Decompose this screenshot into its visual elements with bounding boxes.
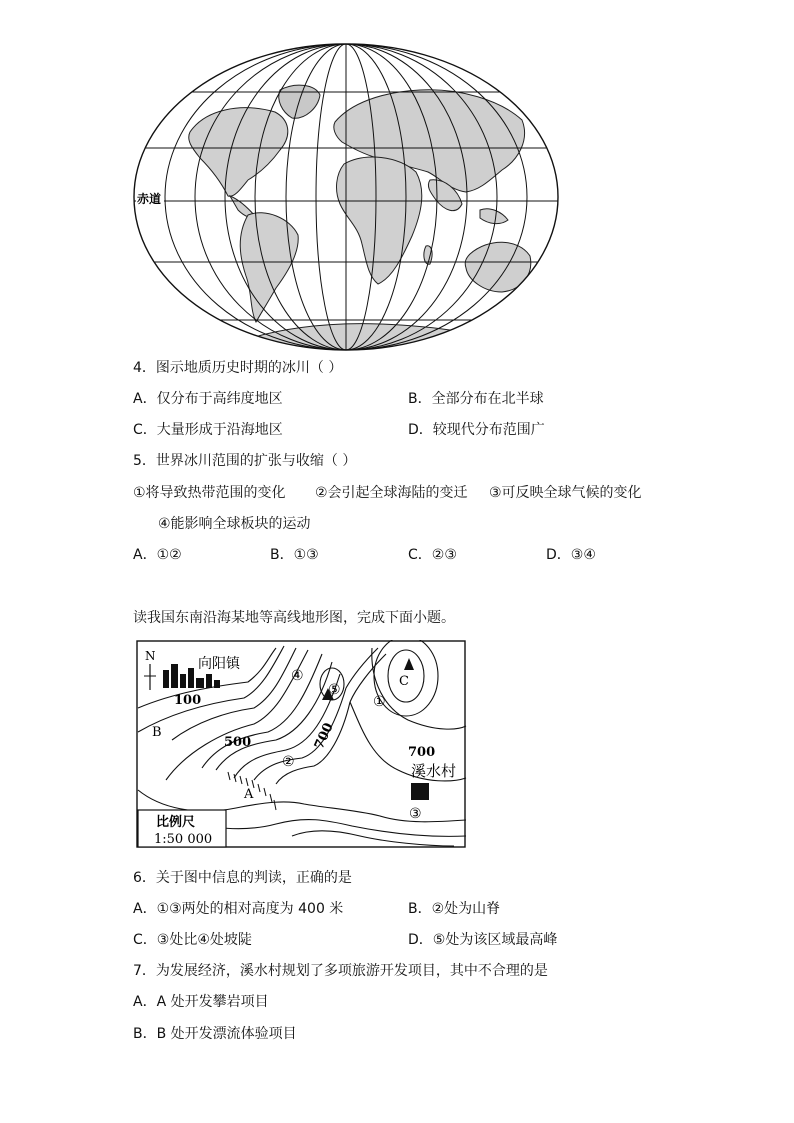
equator-label: 赤道 xyxy=(137,192,162,206)
meridians xyxy=(165,44,527,350)
q5-statement-1: ①将导致热带范围的变化 xyxy=(133,485,286,501)
q5-option-a: A．①② xyxy=(133,547,182,563)
q6-option-b: B．②处为山脊 xyxy=(408,901,501,917)
q6-option-d: D．⑤处为该区域最高峰 xyxy=(408,932,558,948)
q4-option-d: D．较现代分布范围广 xyxy=(408,422,545,438)
world-glacier-map xyxy=(130,40,562,354)
q4-option-a: A．仅分布于高纬度地区 xyxy=(133,391,283,407)
contour-label-700-ridge: 700 xyxy=(311,720,337,752)
q5-stem: 5．世界冰川范围的扩张与收缩（ ） xyxy=(133,453,357,469)
q5-statement-3: ③可反映全球气候的变化 xyxy=(489,485,642,501)
q5-option-c: C．②③ xyxy=(408,547,457,563)
contour-map xyxy=(136,640,468,850)
q5-option-b: B．①③ xyxy=(270,547,319,563)
q4-option-c: C．大量形成于沿海地区 xyxy=(133,422,283,438)
north-label: N xyxy=(145,649,156,663)
contour-label-100: 100 xyxy=(174,693,202,708)
q5-option-d: D．③④ xyxy=(546,547,596,563)
marker-5: ⑤ xyxy=(328,682,341,698)
q4-option-b: B．全部分布在北半球 xyxy=(408,391,544,407)
q7-option-b: B．B 处开发漂流体验项目 xyxy=(133,1026,297,1042)
q7-option-a: A．A 处开发攀岩项目 xyxy=(133,994,269,1010)
q5-statement-4: ④能影响全球板块的运动 xyxy=(158,516,311,532)
village-icon xyxy=(411,783,429,800)
point-a-label: A xyxy=(244,787,254,802)
scale-title: 比例尺 xyxy=(156,815,196,830)
section-intro: 读我国东南沿海某地等高线地形图，完成下面小题。 xyxy=(133,610,455,626)
marker-4: ④ xyxy=(291,668,304,684)
marker-3: ③ xyxy=(409,806,422,822)
point-b-label: B xyxy=(152,725,162,740)
q4-stem: 4．图示地质历史时期的冰川（ ） xyxy=(133,360,343,376)
contour-label-700-village: 700 xyxy=(408,745,436,760)
point-c-label: C xyxy=(399,674,409,689)
contour-label-500: 500 xyxy=(224,735,252,750)
q7-stem: 7．为发展经济，溪水村规划了多项旅游开发项目，其中不合理的是 xyxy=(133,963,548,979)
q6-stem: 6．关于图中信息的判读，正确的是 xyxy=(133,870,352,886)
marker-1: ① xyxy=(373,694,386,710)
q5-statement-2: ②会引起全球海陆的变迁 xyxy=(315,485,468,501)
marker-2: ② xyxy=(282,754,295,770)
q6-option-a: A．①③两处的相对高度为 400 米 xyxy=(133,901,344,917)
q6-option-c: C．③处比④处坡陡 xyxy=(133,932,252,948)
scale-value: 1:50 000 xyxy=(154,832,213,847)
town-label: 向阳镇 xyxy=(198,656,240,672)
village-label: 溪水村 xyxy=(411,762,457,780)
